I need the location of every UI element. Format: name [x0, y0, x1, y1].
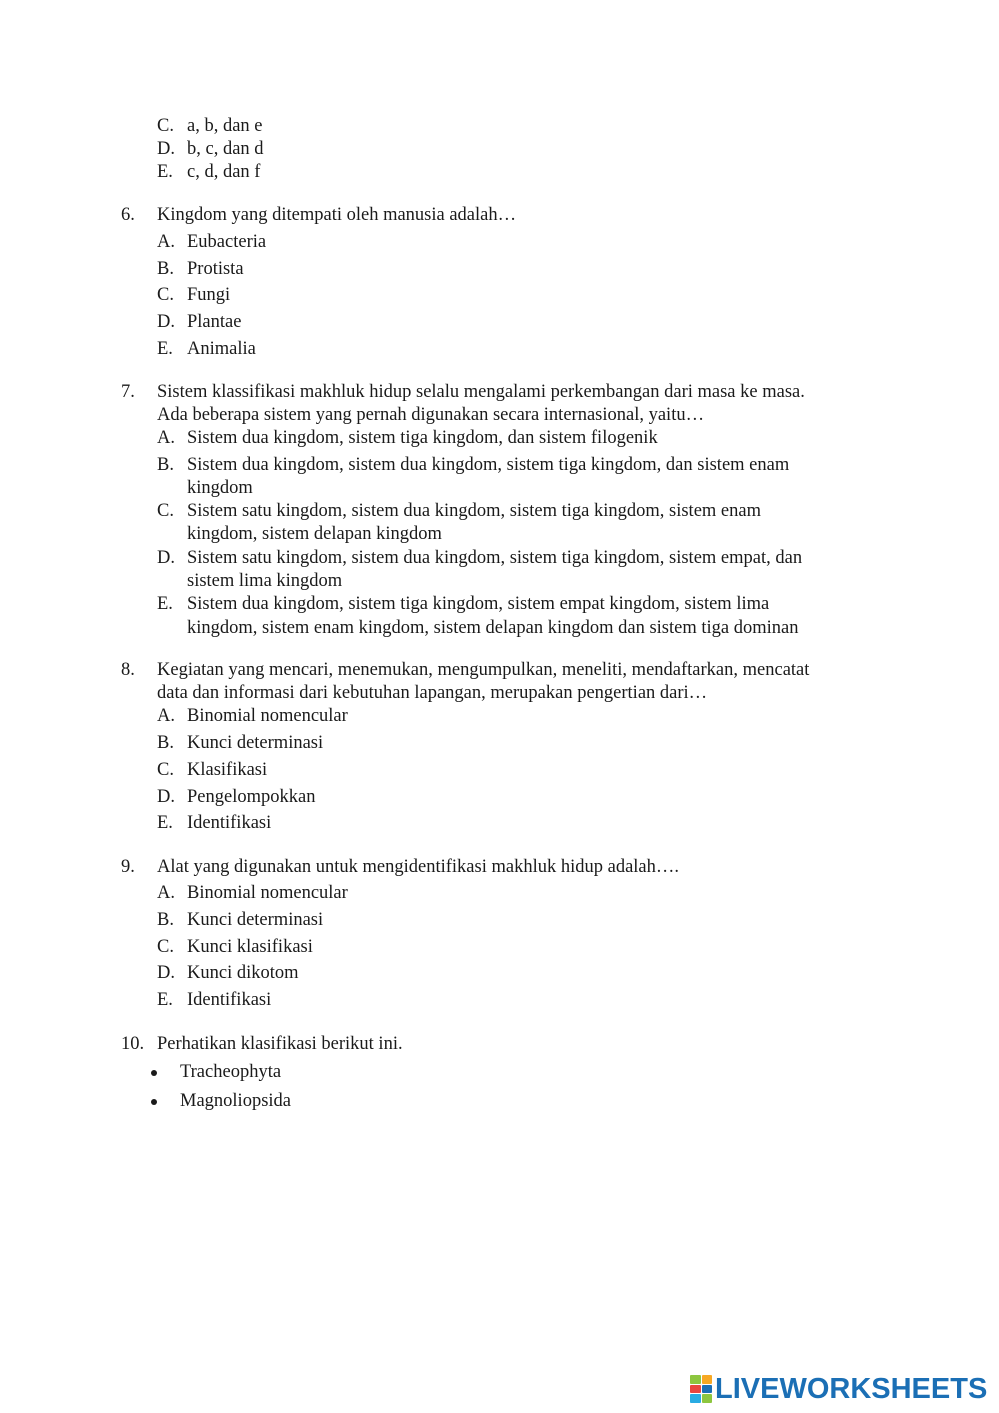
bullet-icon	[151, 1070, 157, 1076]
bullet-icon	[151, 1099, 157, 1105]
logo-mark-icon	[690, 1375, 712, 1403]
logo-cell	[702, 1375, 713, 1384]
logo-cell	[690, 1394, 701, 1403]
logo-cell	[690, 1375, 701, 1384]
logo-wordmark: LIVEWORKSHEETS	[715, 1373, 988, 1405]
logo-cell	[690, 1385, 701, 1394]
logo-cell	[702, 1385, 713, 1394]
worksheet-page: C. a, b, dan e D. b, c, dan d E. c, d, dan f 6. Kingdom yang ditempati oleh manusia adalah… A. Eubacteria B. Protista C. Fungi D. Plantae E. Animalia 7. Sistem klassifikasi makhluk hidup selalu mengalami perkembangan dari masa ke masa. Ada beberapa sistem yang pernah digunakan secara internasional, yaitu… A. Sistem dua kingdom, sistem tiga kingdom, dan sistem filogenik B. Sistem dua kingdom, sistem dua kingdom, sistem tiga kingdom, dan sistem enam kingdom C. Sistem satu kingdom, sistem dua kingdom, sistem tiga kingdom, sistem enam kingdom, sistem delapan kingdom D. Sistem satu kingdom, sistem dua kingdom, sistem tiga kingdom, sistem empat, dan sistem lima kingdom E. Sistem dua kingdom, sistem tiga kingdom, sistem empat kingdom, sistem lima kingdom, sistem enam kingdom, sistem delapan kingdom dan sistem tiga dominan 8. Kegiatan yang mencari, menemukan, mengumpulkan, meneliti, mendaftarkan, mencatat data dan informasi dari kebutuhan lapangan, merupakan pengertian dari… A. Binomial nomencular B. Kunci determinasi C. Klasifikasi D. Pengelompokkan E. Identifikasi 9. Alat yang digunakan untuk mengidentifikasi makhluk hidup adalah…. A. Binomial nomencular B. Kunci determinasi C. Kunci klasifikasi D. Kunci dikotom E. Identifikasi 10. Perhatikan klasifikasi berikut ini. Tracheophyta Magnoliopsida LIVEWORKSHEETS	[121, 116, 988, 1405]
logo-cell	[702, 1394, 713, 1403]
liveworksheets-logo	[690, 1373, 987, 1405]
